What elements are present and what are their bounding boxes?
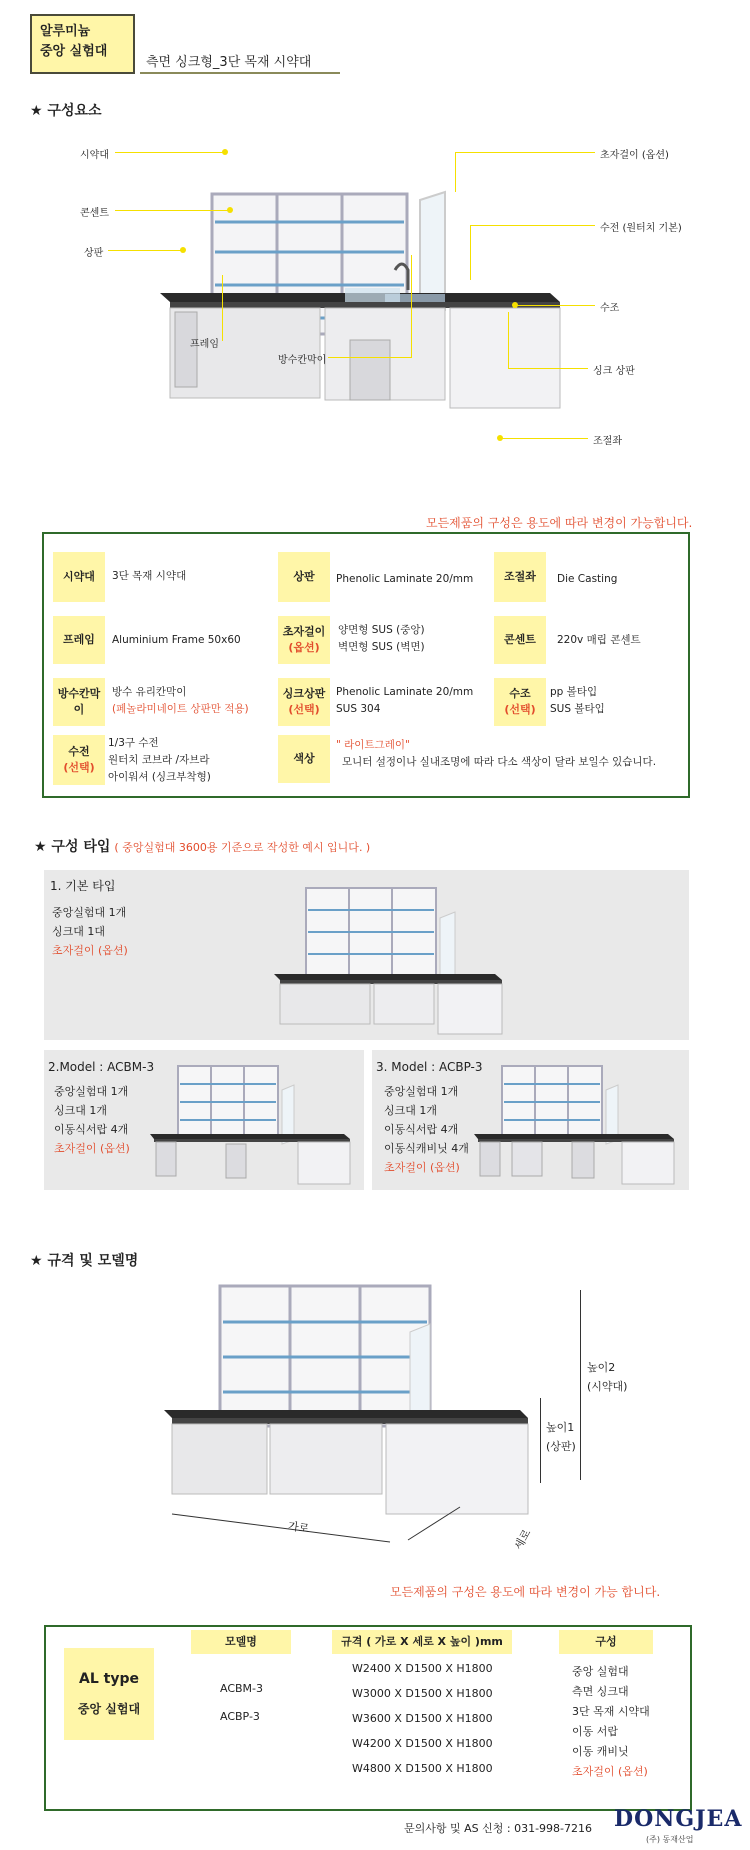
label-top: 상판 bbox=[84, 248, 104, 259]
leader-dot bbox=[512, 302, 518, 308]
config-item: 중앙 실험대 bbox=[572, 1665, 629, 1678]
label-sink-top: 싱크 상판 bbox=[593, 366, 635, 377]
leader-dot bbox=[180, 247, 186, 253]
leader-line bbox=[222, 340, 223, 341]
spec-value-color: " 라이트그레이" 모니터 설정이나 실내조명에 따라 다소 색상이 달라 보일수 있습니다. bbox=[336, 739, 657, 768]
type-acbm-illustration bbox=[148, 1060, 360, 1188]
lab-bench-illustration bbox=[150, 140, 570, 440]
spec-tag-frame: 프레임 bbox=[53, 616, 105, 664]
config-list bbox=[572, 1662, 650, 1782]
leader-line bbox=[500, 438, 588, 439]
spec-tag-color: 색상 bbox=[278, 735, 330, 783]
spec-value-sink-top: Phenolic Laminate 20/mm SUS 304 bbox=[336, 686, 474, 715]
type-name-block: AL type 중앙 실험대 bbox=[64, 1648, 154, 1740]
spec-value-sink: pp 볼타입 SUS 볼타입 bbox=[550, 686, 605, 715]
depth-label: 세로 bbox=[511, 1527, 534, 1552]
size-item: W4200 X D1500 X H1800 bbox=[352, 1737, 493, 1750]
leader-line bbox=[115, 210, 230, 211]
height1-label: 높이1 (상판) bbox=[546, 1421, 576, 1453]
leader-line bbox=[455, 152, 595, 153]
type-basic-lines: 중앙실험대 1개 싱크대 1대 초자걸이 (옵션) bbox=[52, 906, 128, 957]
height2-label: 높이2 (시약대) bbox=[587, 1361, 628, 1393]
product-title: 측면 싱크형_3단 목재 시약대 bbox=[140, 48, 340, 74]
dimensions-notice: 모든제품의 구성은 용도에 따라 변경이 가능 합니다. bbox=[390, 1585, 661, 1599]
brand-logo: DONGJEA bbox=[614, 1806, 743, 1832]
model-item: ACBP-3 bbox=[220, 1710, 260, 1723]
dimension-illustration bbox=[160, 1282, 580, 1562]
spec-tag-reagent-shelf: 시약대 bbox=[53, 552, 105, 602]
config-option: 초자걸이 (옵션) bbox=[572, 1765, 648, 1778]
config-item: 측면 싱크대 bbox=[572, 1685, 629, 1698]
type-basic-illustration bbox=[270, 878, 600, 1036]
leader-line bbox=[508, 368, 588, 369]
spec-value-leveler: Die Casting bbox=[557, 573, 618, 585]
category-box bbox=[30, 14, 135, 74]
height1-line bbox=[540, 1398, 541, 1483]
label-leveler: 조절좌 bbox=[593, 436, 622, 447]
height2-line bbox=[580, 1290, 581, 1480]
dimensions-title: ★ 규격 및 모델명 bbox=[30, 1253, 139, 1269]
leader-dot bbox=[222, 149, 228, 155]
leader-line bbox=[508, 312, 509, 368]
size-item: W3600 X D1500 X H1800 bbox=[352, 1712, 493, 1725]
type-basic-name: 1. 기본 타입 bbox=[50, 879, 116, 893]
label-sink: 수조 bbox=[600, 303, 620, 314]
leader-line bbox=[470, 225, 595, 226]
composition-title: ★ 구성요소 bbox=[30, 103, 102, 119]
spec-tag-top: 상판 bbox=[278, 552, 330, 602]
type-acbp-name: 3. Model : ACBP-3 bbox=[376, 1060, 483, 1074]
contact-info: 문의사항 및 AS 신청 : 031-998-7216 bbox=[404, 1822, 593, 1835]
spec-tag-outlet: 콘센트 bbox=[494, 616, 546, 664]
label-drying-rack: 초자걸이 (옵션) bbox=[600, 150, 669, 161]
col-model-header: 모델명 bbox=[191, 1630, 291, 1654]
spec-value-faucet: 1/3구 수전 원터치 코브라 /자브라 아이워셔 (싱크부착형) bbox=[108, 737, 211, 783]
col-config-header: 구성 bbox=[559, 1630, 653, 1654]
size-list bbox=[352, 1656, 493, 1781]
col-size-header: 규격 ( 가로 X 세로 X 높이 )mm bbox=[332, 1630, 512, 1654]
model-item: ACBM-3 bbox=[220, 1682, 264, 1695]
model-list bbox=[220, 1675, 263, 1731]
leader-line bbox=[455, 152, 456, 192]
leader-line bbox=[108, 250, 183, 251]
label-reagent-shelf: 시약대 bbox=[80, 150, 109, 161]
spec-value-top: Phenolic Laminate 20/mm bbox=[336, 573, 474, 585]
spec-tag-waterproof-guard: 방수칸막이 bbox=[53, 678, 105, 726]
composition-notice: 모든제품의 구성은 용도에 따라 변경이 가능합니다. bbox=[426, 516, 693, 530]
leader-line bbox=[222, 275, 223, 341]
leader-line bbox=[515, 305, 595, 306]
brand-sub: (주) 동재산업 bbox=[646, 1835, 694, 1844]
type-acbm-lines: 중앙실험대 1개 싱크대 1개 이동식서랍 4개 초자걸이 (옵션) bbox=[54, 1085, 130, 1155]
size-item: W4800 X D1500 X H1800 bbox=[352, 1762, 493, 1775]
category-line2: 중앙 실험대 bbox=[40, 44, 108, 59]
config-item: 이동 서랍 bbox=[572, 1725, 619, 1738]
spec-value-frame: Aluminium Frame 50x60 bbox=[112, 634, 241, 646]
types-title: ★ 구성 타입 ( 중앙실험대 3600용 기준으로 작성한 예시 입니다. ) bbox=[34, 839, 371, 855]
label-faucet: 수전 (원터치 기본) bbox=[600, 223, 682, 234]
spec-value-drying-rack: 양면형 SUS (중앙) 벽면형 SUS (벽면) bbox=[338, 624, 425, 653]
size-item: W2400 X D1500 X H1800 bbox=[352, 1662, 493, 1675]
type-acbp-lines: 중앙실험대 1개 싱크대 1개 이동식서랍 4개 이동식캐비닛 4개 초자걸이 (옵션) bbox=[384, 1085, 469, 1174]
spec-tag-sink-top: 싱크상판 (선택) bbox=[278, 678, 330, 726]
label-outlet: 콘센트 bbox=[80, 208, 109, 219]
type-acbm-name: 2.Model : ACBM-3 bbox=[48, 1060, 155, 1074]
category-line1: 알루미늄 bbox=[40, 24, 91, 39]
spec-value-outlet: 220v 매립 콘센트 bbox=[557, 634, 641, 646]
size-item: W3000 X D1500 X H1800 bbox=[352, 1687, 493, 1700]
spec-tag-leveler: 조절좌 bbox=[494, 552, 546, 602]
width-label: 가로 bbox=[287, 1519, 311, 1536]
config-item: 이동 캐비닛 bbox=[572, 1745, 629, 1758]
leader-dot bbox=[227, 207, 233, 213]
leader-line bbox=[328, 357, 412, 358]
spec-value-reagent-shelf: 3단 목재 시약대 bbox=[112, 570, 187, 582]
config-item: 3단 목재 시약대 bbox=[572, 1705, 650, 1718]
leader-line bbox=[115, 152, 225, 153]
label-waterproof-guard: 방수칸막이 bbox=[278, 355, 327, 366]
leader-line bbox=[470, 225, 471, 280]
spec-tag-faucet: 수전 (선택) bbox=[53, 735, 105, 785]
label-frame: 프레임 bbox=[190, 339, 219, 350]
type-acbp-illustration bbox=[472, 1060, 684, 1188]
spec-tag-sink: 수조 (선택) bbox=[494, 678, 546, 726]
spec-value-waterproof-guard: 방수 유리칸막이 (페놀라미네이트 상판만 적용) bbox=[112, 686, 249, 715]
spec-tag-drying-rack: 초자걸이 (옵션) bbox=[278, 616, 330, 664]
leader-line bbox=[411, 255, 412, 357]
leader-dot bbox=[497, 435, 503, 441]
